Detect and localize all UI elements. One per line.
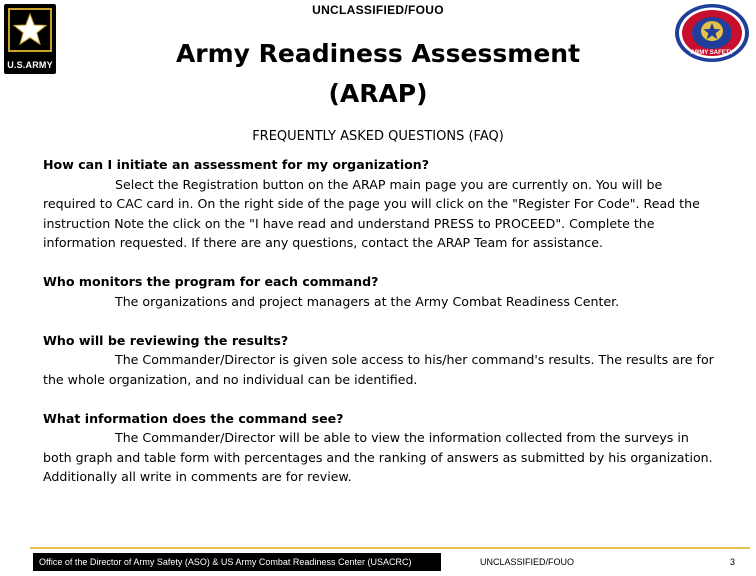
classification-banner-top: UNCLASSIFIED/FOUO (312, 3, 444, 17)
army-safety-seal (672, 2, 752, 64)
faq-item (43, 331, 715, 390)
us-army-logo (4, 4, 56, 74)
safety-seal-text: ARMY SAFETY (690, 50, 734, 56)
us-army-wordmark: U.S.ARMY (7, 60, 53, 70)
footer-divider (30, 547, 750, 549)
faq-list (43, 155, 715, 506)
faq-item (43, 272, 715, 311)
faq-answer: The Commander/Director will be able to view the information collected from the surveys in both graph and table form with percentages and the ranking of answers as submitted by his organization. Additionally all write in comments are for review. (43, 430, 713, 484)
title-line-1: Army Readiness Assessment (175, 39, 581, 68)
faq-item (43, 155, 715, 253)
faq-answer: The organizations and project managers at the Army Combat Readiness Center. (115, 293, 620, 309)
faq-heading: FREQUENTLY ASKED QUESTIONS (FAQ) (252, 129, 504, 144)
faq-question: Who monitors the program for each command? (43, 274, 379, 289)
army-star-icon (8, 8, 52, 52)
title-line-2: (ARAP) (328, 79, 428, 108)
footer-office-label: Office of the Director of Army Safety (ASO) & US Army Combat Readiness Center (USACRC) (33, 553, 441, 571)
faq-answer: Select the Registration button on the ARAP main page you are currently on. You will be required to CAC card in. On the right side of the page you will click on the "Register For Code". Read the instruction Note the click on the "I have read and understand PRESS to PROCEED". Complete the information requested. If there are any questions, contact the ARAP Team for assistance. (43, 176, 700, 250)
faq-question: What information does the command see? (43, 410, 344, 426)
faq-answer: The Commander/Director is given sole access to his/her command's results. The results are for the whole organization, and no individual can be identified. (43, 352, 714, 387)
faq-question: Who will be reviewing the results? (43, 332, 289, 348)
page-number: 3 (730, 557, 736, 567)
page-title (150, 34, 606, 114)
faq-item (43, 409, 715, 487)
faq-question: How can I initiate an assessment for my organization? (43, 157, 430, 172)
classification-banner-bottom: UNCLASSIFIED/FOUO (480, 557, 575, 567)
